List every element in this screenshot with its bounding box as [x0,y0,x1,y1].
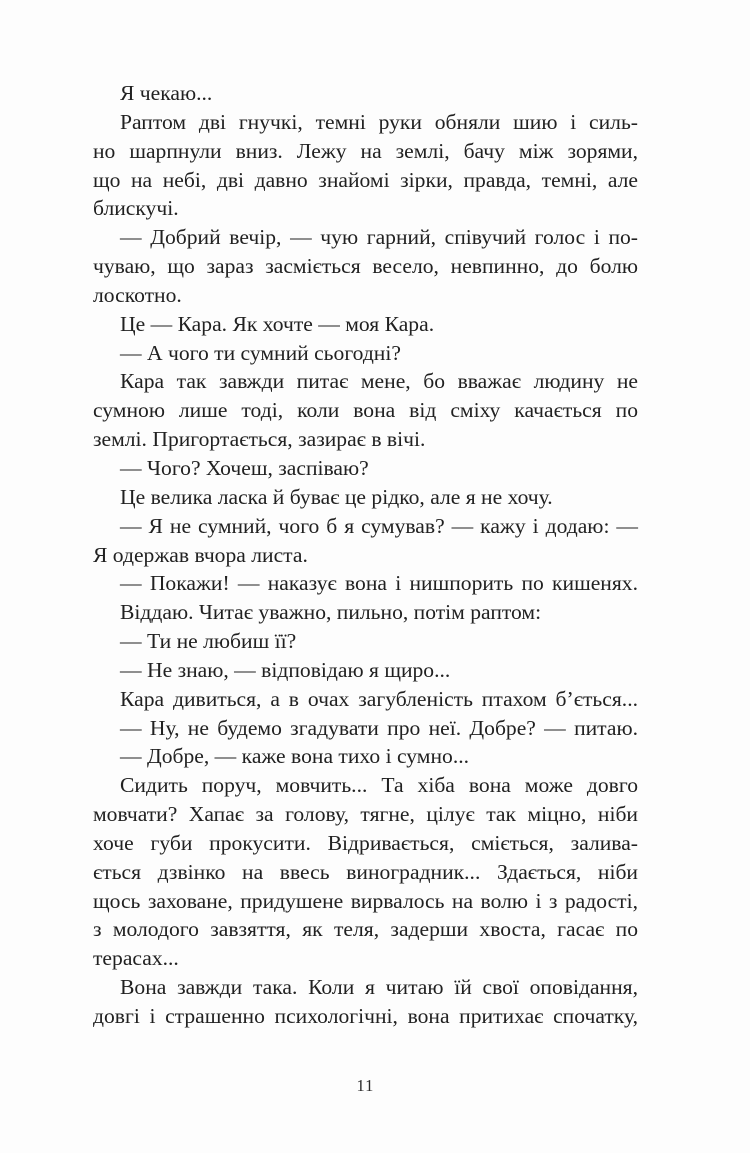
text-line: — Добрий вечір, — чую гарний, співучий голос і по- [120,225,638,250]
text-line: — Добре, — каже вона тихо і сумно... [120,744,470,769]
text-line: блискучі. [93,196,179,221]
text-line: — Я не сумний, чого б я сумував? — кажу і додаю: — [120,513,638,538]
page-number: 11 [356,1076,375,1095]
text-line: що на небі, дві давно знайомі зірки, правда, темні, але [93,167,638,192]
text-line: но шарпнули вниз. Лежу на землі, бачу між зорями, [93,138,638,163]
text-line: — Ти не любиш її? [120,629,297,654]
text-line: хоче губи прокусити. Відривається, сміється, залива- [93,830,638,855]
text-block [93,79,638,1031]
text-line: Сидить поруч, мовчить... Та хіба вона може довго [120,773,638,798]
text-line: мовчати? Хапає за голову, тягне, цілує так міцно, ніби [93,802,638,827]
text-line: довгі і страшенно психологічні, вона притихає спочатку, [93,1004,638,1028]
text-line: терасах... [93,946,179,971]
text-line: Я чекаю... [120,81,213,105]
text-line: щось заховане, придушене вирвалось на волю і з радості, [93,888,638,913]
text-line: ється дзвінко на ввесь виноградник... Здається, ніби [93,859,638,884]
text-line: Кара дивиться, а в очах загубленість птахом б’ється... [120,686,638,711]
text-line: — А чого ти сумний сьогодні? [120,340,401,365]
text-line: чуваю, що зараз засміється весело, невпинно, до болю [93,254,638,279]
text-line: — Чого? Хочеш, заспіваю? [120,455,369,480]
text-line: Це велика ласка й буває це рідко, але я не хочу. [120,484,553,509]
text-line: Вона завжди така. Коли я читаю їй свої оповідання, [120,975,638,1000]
text-line: — Ну, не будемо згадувати про неї. Добре? — питаю. [120,715,638,740]
text-line: — Покажи! — наказує вона і нишпорить по кишенях. [120,571,638,596]
text-line: Я одержав вчора листа. [93,542,308,567]
text-line: Віддаю. Читає уважно, пильно, потім раптом: [120,600,542,625]
text-line: Кара так завжди питає мене, бо вважає людину не [120,369,638,394]
text-line: Це — Кара. Як хочте — моя Кара. [120,311,435,336]
text-line: лоскотно. [93,282,182,307]
text-line: — Не знаю, — відповідаю я щиро... [120,657,451,682]
text-line: сумною лише тоді, коли вона від сміху качається по [93,398,638,423]
text-line: землі. Пригортається, зазирає в вічі. [93,427,426,452]
text-line: Раптом дві гнучкі, темні руки обняли шию і силь- [120,109,638,134]
text-line: з молодого завзяття, як теля, задерши хвоста, гасає по [93,917,638,942]
